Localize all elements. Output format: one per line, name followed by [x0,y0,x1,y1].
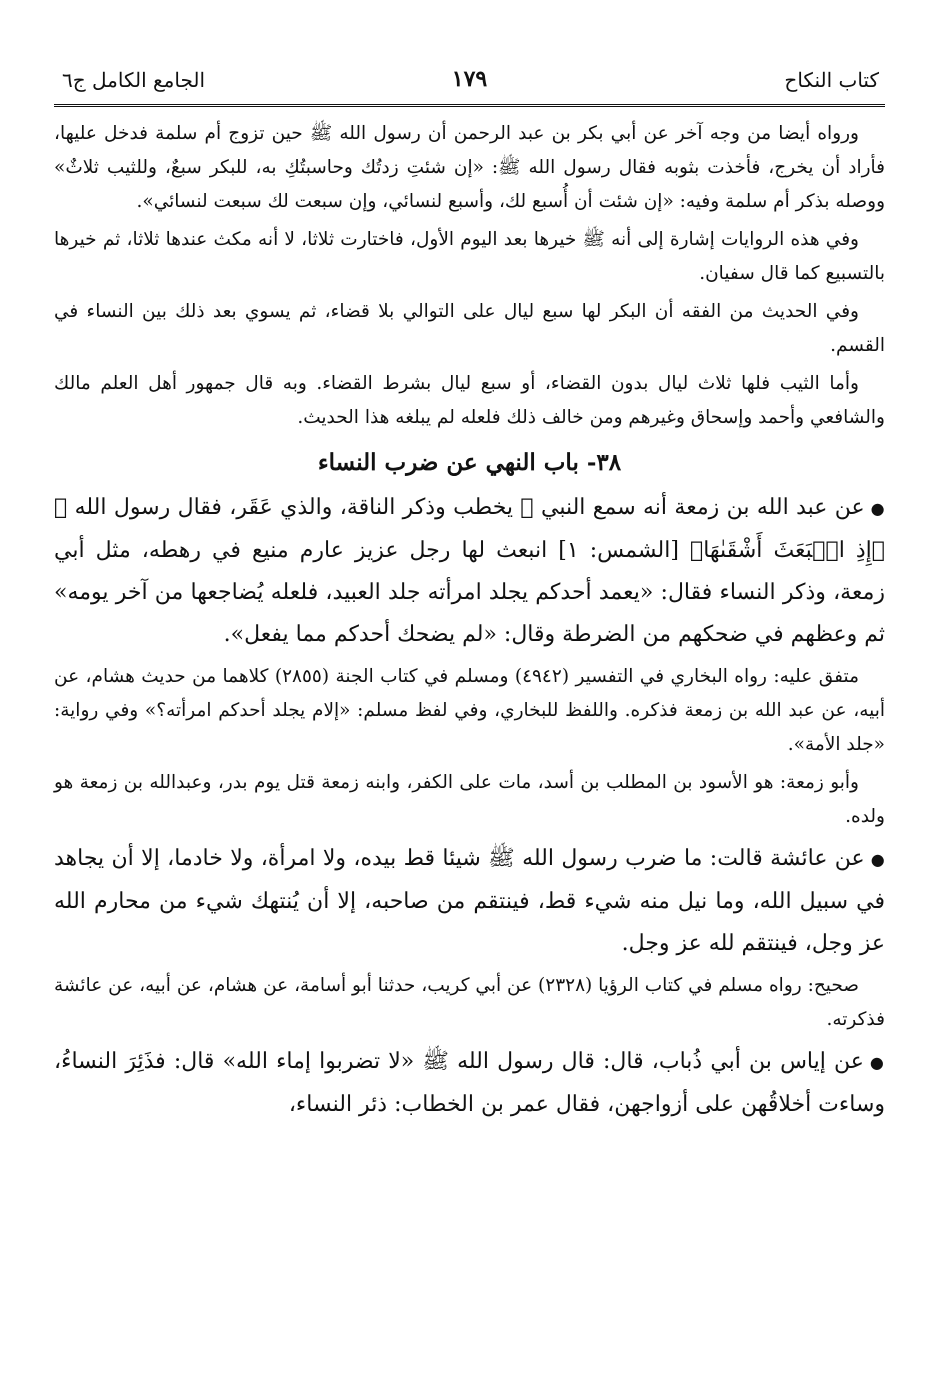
page-number: ١٧٩ [451,66,488,92]
paragraph: صحيح: رواه مسلم في كتاب الرؤيا (٢٣٢٨) عن أبي كريب، حدثنا أبو أسامة، عن هشام، عن أبيه، عن عائشة فذكرته. [54,975,885,1030]
page-header [54,58,885,107]
paragraph: متفق عليه: رواه البخاري في التفسير (٤٩٤٢) ومسلم في كتاب الجنة (٢٨٥٥) كلاهما من حديث هشام، عن أبيه، عن عبد الله بن زمعة فذكره. واللفظ للبخاري، وفي لفظ مسلم: «إلام يجلد أحدكم امرأته؟» وفي رواية: «جلد الأمة». [54,666,885,755]
page-content [54,117,885,1126]
hadith-text: عن إياس بن أبي ذُباب، قال: قال رسول الله ﷺ «لا تضربوا إماء الله» قال: فذَئِرَ النساءُ، وساءت أخلاقُهن على أزواجهن، فقال عمر بن الخطاب: ذئر النساء، [54,1049,885,1117]
bullet-icon: ● [870,850,886,869]
paragraph: وأبو زمعة: هو الأسود بن المطلب بن أسد، مات على الكفر، وابنه زمعة قتل يوم بدر، وعبدالله بن زمعة هو ولده. [54,772,885,827]
paragraph: وفي الحديث من الفقه أن البكر لها سبع ليال على التوالي بلا قضاء، ثم يسوي بعد ذلك بين النساء في القسم. [54,301,885,356]
paragraph: وأما الثيب فلها ثلاث ليال بدون القضاء، أو سبع ليال بشرط القضاء. وبه قال جمهور أهل العلم مالك والشافعي وأحمد وإسحاق وغيرهم ومن خالف ذلك فلعله لم يبلغه هذا الحديث. [54,373,885,428]
hadith-paragraph [54,1041,885,1126]
hadith-text: عن عبد الله بن زمعة أنه سمع النبي ﷺ يخطب وذكر الناقة، والذي عَقَر، فقال رسول الله ﷺ ﴿إِذِ انۢبَعَثَ أَشْقَىٰهَا﴾ [الشمس: ١] انبعث لها رجل عزيز عارم منيع في رهطه، مثل أبي زمعة، وذكر النساء فقال: «يعمد أحدكم يجلد امرأته جلد العبيد، فلعله يُضاجعها من آخر يومه» ثم وعظهم في ضحكهم من الضرطة وقال: «لم يضحك أحدكم مما يفعل». [54,495,885,647]
hadith-paragraph [54,838,885,965]
book-title: الجامع الكامل ج٦ [62,68,206,92]
paragraph: وفي هذه الروايات إشارة إلى أنه ﷺ خيرها بعد اليوم الأول، فاختارت ثلاثا، لا أنه مكث عندها ثلاثا، ثم خيرها بالتسبيع كما قال سفيان. [54,229,885,284]
paragraph: ورواه أيضا من وجه آخر عن أبي بكر بن عبد الرحمن أن رسول الله ﷺ حين تزوج أم سلمة فدخل عليها، فأراد أن يخرج، فأخذت بثوبه فقال رسول الله ﷺ: «إن شئتِ زدتُك وحاسبتُكِ به، للبكر سبعٌ، وللثيب ثلاثٌ» ووصله بذكر أم سلمة وفيه: «إن شئت أن أُسبع لك، وأسبع لنسائي، وإن سبعت لك سبعت لنسائي». [54,123,885,212]
hadith-paragraph [54,487,885,656]
hadith-text: عن عائشة قالت: ما ضرب رسول الله ﷺ شيئا قط بيده، ولا امرأة، ولا خادما، إلا أن يجاهد في سبيل الله، وما نيل منه شيء قط، فينتقم من صاحبه، إلا أن يُنتهك شيء من محارم الله عز وجل، فينتقم لله عز وجل. [54,846,885,956]
bullet-icon: ● [869,1053,885,1072]
bullet-icon: ● [870,499,885,518]
chapter-title: كتاب النكاح [784,68,879,92]
section-heading: ٣٨- باب النهي عن ضرب النساء [317,449,622,476]
